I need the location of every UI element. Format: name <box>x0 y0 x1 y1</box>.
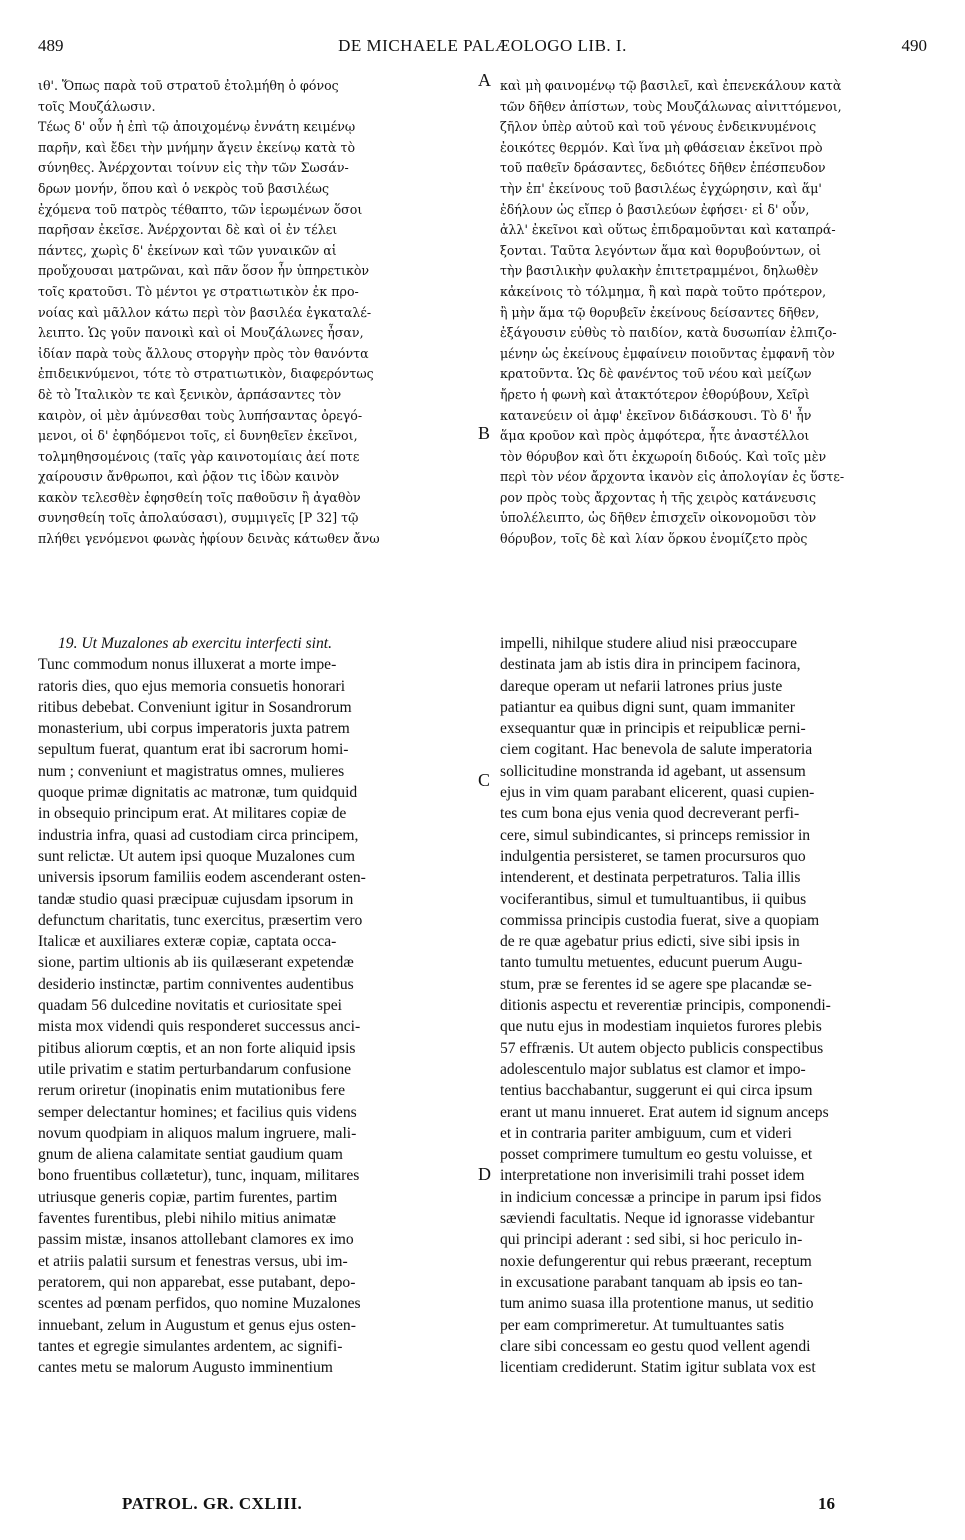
text-line: πάντες, χωρὶς δ' ἐκείνων καὶ τῶν γυναικῶν αἱ <box>38 242 337 258</box>
text-line: ὑπολέλειπτο, ὡς δῆθεν ἐπισχεῖν οἰκονομοῦσι τὸν <box>500 510 817 526</box>
text-line: ratoris dies, quo ejus memoria consuetis honorari <box>38 677 346 695</box>
text-line: passim mistæ, insanos attollebant clamores ex imo <box>38 1231 354 1249</box>
text-line: tentius bacchabantur, suggerunt ei qui circa ipsum <box>500 1082 813 1100</box>
text-line: ἐπιδεικνύμενοι, τότε τὸ στρατιωτικὸν, διαφερόντως <box>38 366 374 382</box>
greek-column-left <box>38 76 473 550</box>
text-line: tum animo suasa illa protentione manus, ut seditio <box>500 1295 814 1313</box>
text-line: de re quæ agebatur prius edicti, sive sibi ipsis in <box>500 933 800 951</box>
text-line: tandæ studio quasi præcipuæ cujusdam ipsorum in <box>38 890 354 908</box>
text-line: num ; conveniunt et magistratus omnes, mulieres <box>38 762 345 780</box>
text-line: δρων μονήν, ὅπου καὶ ὁ νεκρὸς τοῦ βασιλέως <box>38 180 329 196</box>
text-line: noxie defungerentur qui rebus præerant, receptum <box>500 1252 812 1270</box>
text-line: in obsequio principum erat. At militares copiæ de <box>38 805 347 823</box>
text-line: et atriis palatii sursum et fenestras versus, ubi im- <box>38 1252 348 1270</box>
text-line: sollicitudine monstranda id agebant, ut assensum <box>500 762 806 780</box>
text-line: posset comprimere tumultum eo gestu voluisse, et <box>500 1146 813 1164</box>
text-line: ἢ μὴν ἅμα τῷ θορυβεῖν ἐκείνους δείσαντες δῆθεν, <box>500 304 820 320</box>
text-line: πλήθει γενόμενοι φωνὰς ἠφίουν δεινὰς κάτωθεν ἄνω <box>38 531 380 547</box>
text-line: interpretatione non inverisimili trahi posset idem <box>500 1167 805 1185</box>
text-line: faventes furentibus, plebi nihilo mitius animatæ <box>38 1210 336 1228</box>
text-line: sione, partim ultionis ab iis quilæserant expetendæ <box>38 954 354 972</box>
text-line: impelli, nihilque studere aliud nisi præoccupare <box>500 635 798 652</box>
latin-column-left <box>38 633 473 1378</box>
text-line: monasterium, ubi corpus imperatoris juxta patrem <box>38 720 350 738</box>
text-line: τοῦ παθεῖν δράσαντες, δεδιότες δῆθεν ἐπέσπευδον <box>500 160 826 176</box>
text-line: ἤρετο ἡ φωνὴ καὶ ἀτακτότερον ἐθορύβουν, Χεῖρὶ <box>500 386 810 402</box>
text-line: κἀκείνοις τὸ τόλμημα, ἢ καὶ παρὰ τοῦτο πρότερον, <box>500 283 827 299</box>
text-line: καὶ μὴ φαινομένῳ τῷ βασιλεῖ, καὶ ἐπενεκάλουν κατὰ <box>500 78 842 93</box>
text-line: κρατοῦντα. Ὡς δὲ φανέντος τοῦ νέου καὶ μείζων <box>500 366 812 382</box>
text-line: ἐξάγουσιν εὐθὺς τὸ παιδίον, κατὰ δυσωπίαν ἐλπιζο- <box>500 325 837 341</box>
text-line: ritibus debebat. Conveniunt igitur in Sosandrorum <box>38 698 352 716</box>
text-line: ditionis aspectu et reverentiæ principis, componendi- <box>500 997 831 1015</box>
text-line: ἐδήλουν ὡς εἴπερ ὁ βασιλεύων ἐφήσει· εἰ δ' οὖν, <box>500 201 810 217</box>
text-line: ἰδίαν παρὰ τοὺς ἄλλους στοργὴν πρὸς τὸν θανόντα <box>38 345 369 361</box>
text-line: Italicæ et auxiliares exteræ copiæ, captata occa- <box>38 933 337 951</box>
text-line: tantes et egregie simulantes ardentem, ac signifi- <box>38 1337 343 1355</box>
text-line: λειπτο. Ὡς γοῦν πανοικὶ καὶ οἱ Μουζάλωνες ἦσαν, <box>38 325 364 341</box>
text-line: ἅμα κροῦον καὶ πρὸς ἀμφότερα, ἦτε ἀναστέλλοι <box>500 428 810 444</box>
text-line: vociferantibus, simul et tumultuantibus, ii quibus <box>500 890 807 908</box>
text-line: destinata jam ab istis dira in principem facinora, <box>500 656 801 674</box>
text-line: τολμηθησομένοις (ταῖς γὰρ καινοτομίαις ἀεί ποτε <box>38 448 360 464</box>
text-line: τῶν δῆθεν ἀπίστων, τοὺς Μουζάλωνας αἰνιττόμενοι, <box>500 98 842 114</box>
text-line: clare sibi concessam eo gestu quod vellent agendi <box>500 1337 811 1355</box>
text-line: quoque primæ dignitatis ac matronæ, tum quidquid <box>38 784 358 802</box>
text-line: mista mox videndi quis responderet successus anci- <box>38 1018 361 1036</box>
text-line: utriusque generis copiæ, partim furentes, partim <box>38 1188 338 1206</box>
text-line: exsequantur quæ in principis et reipublicæ perni- <box>500 720 806 738</box>
footer-signature: 16 <box>818 1494 835 1513</box>
text-line: κατανεύειν οἱ ἀμφ' ἐκεῖνον διδάσκουσι. Τὸ δ' ἦν <box>500 407 812 423</box>
text-line: σύνηθες. Ἀνέρχονται τοίνυν εἰς τὴν τῶν Σωσάν- <box>38 160 349 176</box>
text-line: τοῖς κρατοῦσι. Τὸ μέντοι γε στρατιωτικὸν ἐκ προ- <box>38 283 359 299</box>
text-line: indulgentia persisteret, se tamen procursuros quo <box>500 847 806 865</box>
text-line: universis ipsorum familiis eodem ascenderant osten- <box>38 869 366 887</box>
section-heading: 19. Ut Muzalones ab exercitu interfecti sint. <box>58 635 332 652</box>
text-line: χαίρουσιν ἄνθρωποι, καὶ ῥᾷον τις ἰδὼν καινὸν <box>38 469 340 485</box>
text-line: ἀλλ' ἐκεῖνοι καὶ οὕτως ἐπιδραμοῦνται καὶ καταπρά- <box>500 222 836 238</box>
text-line: dareque operam ut nefarii latrones prius juste <box>500 677 783 695</box>
text-line: θόρυβον, τοῖς δὲ καὶ λίαν ὅρκου ἐνομίζετο πρὸς <box>500 531 808 547</box>
text-line: περὶ τὸν νέον ἄρχοντα ἱκανὸν εἰς ἀπολογίαν ἐς ὕστε- <box>500 469 845 485</box>
text-line: συνησθείη τοῖς ἀπολαύσασι), συμμιγεῖς [P 32] τῷ <box>38 510 359 526</box>
text-line: sunt relictæ. Ut autem ipsi quoque Muzalones cum <box>38 847 356 865</box>
text-line: tes cum bona ejus venia quod decreverant perfi- <box>500 805 800 823</box>
text-line: 57 effrænis. Ut autem objecto publicis conspectibus <box>500 1039 824 1057</box>
text-line: τοῖς Μουζάλωσιν. <box>38 98 156 114</box>
margin-marker-d: D <box>478 1164 491 1184</box>
page-number-right: 490 <box>901 36 927 55</box>
text-line: rerum oriretur (inopinatis enim mutationibus fere <box>38 1082 346 1100</box>
text-line: παρῆσαν ἐκεῖσε. Ἀνέρχονται δὲ καὶ οἱ ἐν τέλει <box>38 222 338 238</box>
text-line: κακὸν τελεσθὲν ἐφησθείη τοῖς παθοῦσιν ἢ ἀγαθὸν <box>38 489 361 505</box>
text-line: cantes metu se malorum Augusto imminentium <box>38 1359 333 1377</box>
text-line: novum quodpiam in aliquos malum ingruere, mali- <box>38 1124 357 1142</box>
text-line: ρον πρὸς τοὺς ἄρχοντας ἡ τῆς χειρὸς κατάνευσις <box>500 489 817 505</box>
text-line: cere, simul subindicantes, si princeps remissior in <box>500 826 811 844</box>
running-title: DE MICHAELE PALÆOLOGO LIB. I. <box>338 36 627 55</box>
text-line: τὸν θόρυβον καὶ ὅτι ἐκχωροίη διδούς. Καὶ τοῖς μὲν <box>500 448 827 464</box>
text-line: μένην ὡς ἐκείνους ἐμφαίνειν ποιοῦντας ἐμφανῆ τὸν <box>500 345 835 361</box>
text-line: in indicium concessæ a principe in parum ipsi fidos <box>500 1188 822 1206</box>
text-line: utile privatim e statim perturbandarum confusione <box>38 1060 352 1078</box>
latin-column-right <box>500 633 930 1378</box>
text-line: δὲ τὸ Ἰταλικὸν τε καὶ ξενικὸν, ἁρπάσαντες τὸν <box>38 386 342 402</box>
text-line: ἐοικότες θερμόν. Καὶ ἵνα μὴ φθάσειαν ἐκεῖνοι πρὸ <box>500 139 823 155</box>
text-line: per eam comprimeretur. At tumultuantes satis <box>500 1316 785 1334</box>
margin-marker-c: C <box>478 770 491 790</box>
text-line: peratorem, qui non apparebat, esse putabant, depo- <box>38 1273 356 1291</box>
page-number-left: 489 <box>38 36 64 55</box>
text-line: Tunc commodum nonus illuxerat a morte impe- <box>38 656 337 674</box>
text-line: ξονται. Ταῦτα λεγόντων ἅμα καὶ θορυβούντων, οἱ <box>500 242 822 258</box>
text-line: τὴν ἐπ' ἐκείνους τοῦ βασιλέως ἐγχώρησιν, καὶ ἅμ' <box>500 180 822 196</box>
text-line: stum, præ se ferentes id se agere spe placandæ se- <box>500 975 812 993</box>
text-line: industria infra, quasi ad custodiam circa principem, <box>38 826 359 844</box>
text-line: ejus in vim quam parabant elicerent, quasi cupien- <box>500 784 815 802</box>
text-line: sepultum fuerat, quantum erat ibi sacrorum homi- <box>38 741 349 759</box>
text-line: intenderent, et destinata perpetraturos. Talia illis <box>500 869 801 887</box>
text-line: erant ut manu innueret. Erat autem id signum anceps <box>500 1103 829 1121</box>
text-line: adolescentulo major sublatus est clamor et impo- <box>500 1060 806 1078</box>
text-line: licentiam crediderunt. Statim igitur sublata vox est <box>500 1359 816 1377</box>
text-line: bono fruentibus collætetur), tunc, inquam, militares <box>38 1167 360 1185</box>
footer-volume: PATROL. GR. CXLIII. <box>122 1494 303 1513</box>
text-line: τὴν βασιλικὴν φυλακὴν ἐπιτετραμμένοι, δηλωθὲν <box>500 263 819 279</box>
text-line: scentes ad pœnam perfidos, quo nomine Muzalones <box>38 1295 361 1313</box>
text-line: commissa principis custodia fuerat, sive a quopiam <box>500 911 820 929</box>
margin-marker-a: A <box>478 70 491 90</box>
text-line: ciem cogitant. Hac benevola de salute imperatoria <box>500 741 813 759</box>
text-line: pitibus aliorum cœptis, et an non forte aliquid ipsis <box>38 1039 356 1057</box>
text-line: ιθ'. Ὅπως παρὰ τοῦ στρατοῦ ἐτολμήθη ὁ φόνος <box>38 78 339 93</box>
text-line: μενοι, οἱ δ' ἐφηδόμενοι τοῖς, εἰ δυνηθεῖεν ἐκεῖνοι, <box>38 428 358 444</box>
margin-marker-b: B <box>478 423 491 443</box>
text-line: defunctum charitatis, tunc exercitus, præsertim vero <box>38 911 363 929</box>
greek-column-right <box>500 76 930 550</box>
text-line: νοίας καὶ μᾶλλον κάτω περὶ τὸν βασιλέα ἐγκαταλέ- <box>38 304 372 320</box>
text-line: et in contraria pariter ambiguum, cum et videri <box>500 1124 792 1142</box>
text-line: quadam 56 dulcedine novitatis et curiositate spei <box>38 997 342 1015</box>
text-line: ζῆλον ὑπὲρ αὐτοῦ καὶ τοῦ γένους ἐνδεικνυμένοις <box>500 119 817 135</box>
text-line: innuebant, zelum in Augustum et genus ejus osten- <box>38 1316 356 1334</box>
text-line: Τέως δ' οὖν ἡ ἐπὶ τῷ ἀποιχομένῳ ἐννάτη κειμένῳ <box>38 119 356 135</box>
text-line: desiderio instinctæ, partim conniventes audentibus <box>38 975 354 993</box>
text-line: sæviendi facultatis. Neque id ignorasse videbantur <box>500 1210 815 1228</box>
text-line: παρῆν, καὶ ἔδει τὴν μνήμην ἄγειν ἐκείνῳ κατὰ τὸ <box>38 139 356 155</box>
text-line: προὔχουσαι ματρῶναι, καὶ πᾶν ὅσον ἦν ὑπηρετικὸν <box>38 263 370 279</box>
text-line: tanto tumultu metuentes, educunt puerum Augu- <box>500 954 803 972</box>
text-line: qui principi aderant : sed sibi, si hoc periculo in- <box>500 1231 803 1249</box>
text-line: patiantur ea quibus digni sunt, quam immaniter <box>500 698 795 716</box>
text-line: que nutu ejus in modestiam inquietos furores plebis <box>500 1018 822 1036</box>
text-line: καιρὸν, οἱ μὲν ἀμύνεσθαι τοὺς λυπήσαντας ὀρεγό- <box>38 407 363 423</box>
text-line: in excusatione parabant tanquam ab ipsis eo tan- <box>500 1273 803 1291</box>
text-line: semper delectantur homines; et facilius quis videns <box>38 1103 357 1121</box>
text-line: ἐχόμενα τοῦ πατρὸς τέθαπτο, τῶν ἱερωμένων ὅσοι <box>38 201 363 217</box>
text-line: gnum de aliena calamitate sentiat gaudium quam <box>38 1146 343 1164</box>
